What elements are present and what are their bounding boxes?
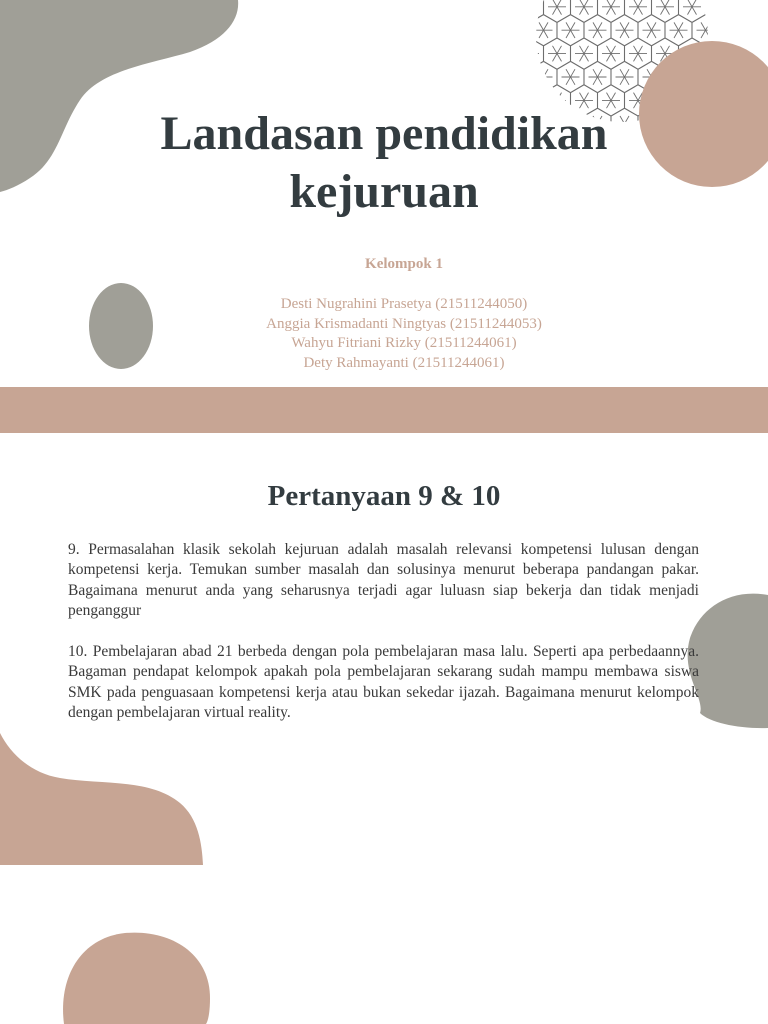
hexagon-cell [463, 38, 490, 69]
hexagon-star-line [728, 22, 737, 38]
hexagon-star-line [512, 69, 521, 85]
hexagon-cell [517, 0, 544, 22]
hexagon-star-line [512, 22, 521, 38]
hexagon-cell [625, 0, 652, 22]
hexagon-star-line [485, 69, 494, 85]
hexagon-cell [679, 0, 706, 22]
hexagon-cell [544, 0, 571, 22]
hexagon-star-line [485, 22, 494, 38]
member-item: Desti Nugrahini Prasetya (21511244050) [280, 296, 528, 312]
hexagon-cell [706, 0, 733, 22]
page-title-text: Landasan pendidikan kejuruan [160, 107, 608, 218]
hexagon-star-line [755, 22, 764, 38]
hexagon-star-line [499, 46, 508, 62]
hexagon-star-line [499, 46, 508, 62]
group-label: Kelompok 1 [365, 256, 443, 272]
hexagon-star-line [499, 0, 508, 15]
hexagon-cell [652, 0, 679, 22]
hexagon-star-line [485, 69, 494, 85]
hexagon-cell [503, 62, 530, 93]
hexagon-cell [517, 38, 544, 69]
hexagon-star-line [512, 69, 521, 85]
hexagon-cell [490, 38, 517, 69]
page-title [0, 105, 768, 221]
slide-divider [0, 387, 768, 433]
hexagon-star-line [715, 0, 724, 15]
question-9-text: 9. Permasalahan klasik sekolah kejuruan adalah masalah relevansi kompetensi lulusan dengan kompetensi kerja. Temukan sumber masalah dan solusinya menurut beberapa pandangan pakar. Bagaimana menurut anda yang seharusnya terjadi agar luluasn siap bekerja dan tidak menjadi penganggur [68, 541, 699, 620]
hexagon-cell [571, 0, 598, 22]
slide2-decorations [0, 433, 768, 1024]
section-heading: Pertanyaan 9 & 10 [267, 480, 501, 512]
hexagon-star-line [472, 0, 481, 15]
member-item: Wahyu Fitriani Rizky (21511244061) [291, 335, 517, 351]
question-slide [0, 433, 768, 1024]
hexagon-cell [746, 15, 768, 46]
hexagon-star-line [526, 46, 535, 62]
hexagon-star-line [485, 22, 494, 38]
member-item: Anggia Krismadanti Ningtyas (21511244053) [266, 315, 542, 332]
question-10-text: 10. Pembelajaran abad 21 berbeda dengan pola pembelajaran masa lalu. Seperti apa perbedaannya. Bagaman pendapat kelompok apakah pola pembelajaran sekarang sudah mampu membawa siswa SMK pada penguasaan kompetensi kerja atau bukan sekedar ijazah. Bagaimana menurut kelompok dengan pembelajaran virtual reality. [68, 643, 699, 722]
hexagon-star-line [742, 0, 751, 15]
tan-blob-bottom-left [0, 733, 203, 865]
hexagon-cell [463, 0, 490, 22]
hexagon-cell [503, 15, 530, 46]
member-list [0, 295, 768, 373]
hexagon-star-line [742, 0, 751, 15]
hexagon-cell [530, 62, 557, 93]
title-slide [0, 0, 768, 387]
hexagon-star-line [472, 0, 481, 15]
gray-blob-right [688, 594, 768, 729]
hexagon-star-line [499, 0, 508, 15]
hexagon-star-line [755, 22, 764, 38]
hexagon-cell [490, 0, 517, 22]
hexagon-star-line [715, 0, 724, 15]
hexagon-star-line [526, 0, 535, 15]
hexagon-star-line [526, 0, 535, 15]
hexagon-cell [598, 0, 625, 22]
hexagon-cell [476, 62, 503, 93]
hexagon-cell [719, 15, 746, 46]
hexagon-star-line [472, 46, 481, 62]
hexagon-cell [760, 0, 768, 22]
hexagon-star-line [526, 46, 535, 62]
hexagon-star-line [512, 22, 521, 38]
hexagon-star-line [728, 22, 737, 38]
hexagon-cell [733, 0, 760, 22]
tan-blob-bottom [63, 933, 210, 1024]
hexagon-cell [476, 15, 503, 46]
member-item: Dety Rahmayanti (21511244061) [303, 354, 505, 371]
hexagon-star-line [472, 46, 481, 62]
